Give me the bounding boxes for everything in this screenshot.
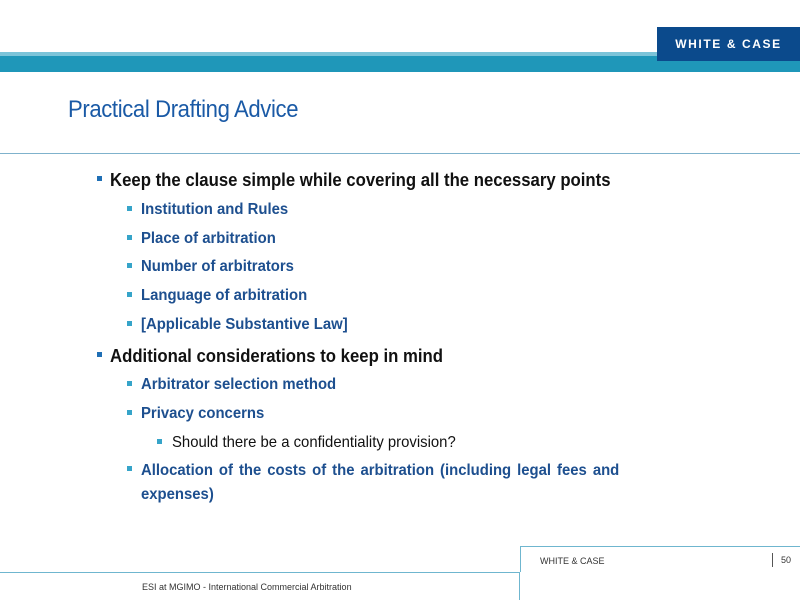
page-number: 50: [781, 555, 792, 565]
sub-bullet-point: [127, 285, 320, 307]
bullet-text: Additional considerations to keep in mind: [110, 346, 443, 366]
square-bullet-icon: [97, 352, 102, 357]
bullet-point: [97, 169, 648, 191]
sub-bullet-point: [127, 256, 305, 278]
square-bullet-icon: [127, 292, 132, 297]
sub-bullet-text: Language of arbitration: [141, 287, 308, 304]
sub-sub-bullet-point: [157, 432, 477, 454]
sub-bullet-text: Allocation of the costs of the arbitration (including legal fees and expenses): [141, 462, 620, 503]
footer-brand: WHITE & CASE: [540, 556, 605, 566]
sub-bullet-point: [127, 403, 274, 425]
sub-bullet-text: Place of arbitration: [141, 230, 276, 247]
square-bullet-icon: [127, 263, 132, 268]
square-bullet-icon: [157, 439, 162, 444]
sub-bullet-text: Institution and Rules: [141, 201, 289, 218]
square-bullet-icon: [127, 321, 132, 326]
sub-bullet-text: Privacy concerns: [141, 405, 265, 422]
square-bullet-icon: [127, 466, 132, 471]
sub-bullet-text: Number of arbitrators: [141, 258, 294, 275]
square-bullet-icon: [97, 176, 102, 181]
sub-bullet-point: [127, 374, 351, 396]
white-case-logo: WHITE & CASE: [657, 27, 800, 61]
footer-course-name: ESI at MGIMO - International Commercial Arbitration: [142, 582, 352, 592]
sub-sub-bullet-text: Should there be a confidentiality provision?: [172, 434, 456, 451]
sub-bullet-text: [Applicable Substantive Law]: [141, 316, 348, 333]
sub-bullet-point: [127, 199, 299, 221]
sub-bullet-point: [127, 228, 286, 250]
slide-title: Practical Drafting Advice: [68, 96, 299, 123]
square-bullet-icon: [127, 381, 132, 386]
sub-bullet-point: [127, 459, 686, 507]
square-bullet-icon: [127, 206, 132, 211]
footer-separator: [772, 553, 773, 567]
bullet-point: [97, 345, 468, 367]
bullet-text: Keep the clause simple while covering all the necessary points: [110, 170, 611, 190]
sub-bullet-text: Arbitrator selection method: [141, 376, 337, 393]
square-bullet-icon: [127, 235, 132, 240]
sub-bullet-point: [127, 314, 363, 336]
square-bullet-icon: [127, 410, 132, 415]
